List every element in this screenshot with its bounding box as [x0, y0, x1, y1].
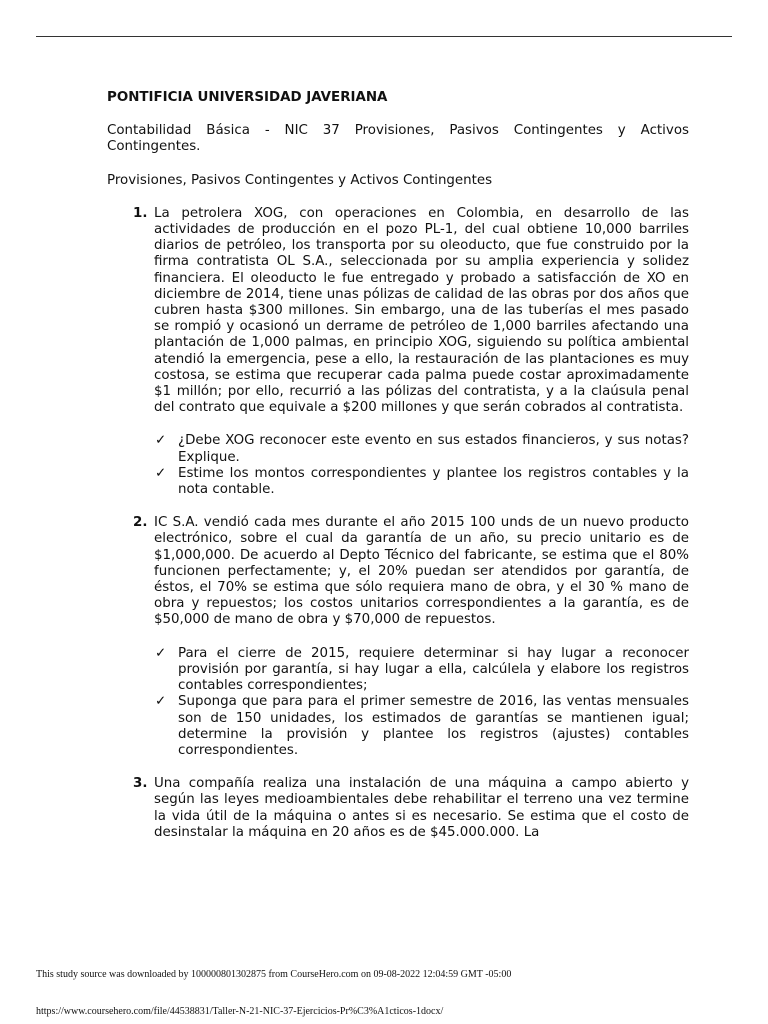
- question-item: ✓ Estime los montos correspondientes y plantee los registros contables y la nota contable.: [155, 465, 689, 498]
- exercise-number: 2.: [133, 515, 148, 531]
- header-rule: [36, 36, 732, 37]
- exercise-text: Una compañía realiza una instalación de una máquina a campo abierto y según las leyes medioambientales debe rehabilitar el terreno una vez termine la vida útil de la máquina o antes si es necesario. Se estima que el costo de desinstalar la máquina en 20 años es de $45.000.000. La: [154, 776, 689, 840]
- question-item: ✓ ¿Debe XOG reconocer este evento en sus estados financieros, y sus notas? Explique.: [155, 433, 689, 465]
- exercise-1: [107, 206, 689, 498]
- institution-title: PONTIFICIA UNIVERSIDAD JAVERIANA: [107, 90, 388, 105]
- exercise-number: 3.: [133, 776, 148, 792]
- topic-title: Provisiones, Pasivos Contingentes y Activos Contingentes: [107, 172, 493, 188]
- exercise-3: [107, 776, 689, 841]
- exercise-2: [107, 515, 689, 759]
- checkmark-icon: ✓: [155, 645, 167, 661]
- question-list: [154, 433, 689, 498]
- checkmark-icon: ✓: [155, 433, 167, 449]
- question-item: ✓ Suponga que para para el primer semestre de 2016, las ventas mensuales son de 150 unidades, los estimados de garantías se mantienen igual; determine la provisión y plantee los registros (ajustes) contables correspondientes.: [155, 694, 689, 758]
- exercise-number: 1.: [133, 205, 148, 221]
- checkmark-icon: ✓: [155, 694, 167, 710]
- exercise-text: La petrolera XOG, con operaciones en Colombia, en desarrollo de las actividades de producción en el pozo PL-1, del cual obtiene 10,000 barriles diarios de petróleo, los transporta por su oleoducto, que fue construido por la firma contratista OL S.A., seleccionada por su amplia experiencia y solidez financiera. El oleoducto le fue entregado y probado a satisfacción de XO en diciembre de 2014, tiene unas pólizas de calidad de las obras por dos años que cubren hasta $300 millones. Sin embargo, una de las tuberías el mes pasado se rompió y ocasionó un derrame de petróleo de 1,000 barriles afectando una plantación de 1,000 palmas, en principio XOG, siguiendo su política ambiental atendió la emergencia, pese a ello, la restauración de las plantaciones es muy costosa, se estima que recuperar cada palma puede costar aproximadamente $1 millón; por ello, recurrió a las pólizas del contratista, y a la claúsula penal del contrato que equivale a $200 millones y que serán cobrados al contratista.: [154, 205, 689, 416]
- question-list: [154, 646, 689, 759]
- checkmark-icon: ✓: [155, 465, 167, 481]
- exercise-text: IC S.A. vendió cada mes durante el año 2015 100 unds de un nuevo producto electrónico, sobre el cual da garantía de un año, su precio unitario es de $1,000,000. De acuerdo al Depto Técnico del fabricante, se estima que el 80% funcionen perfectamente; y, el 20% puedan ser atendidos por garantía, de éstos, el 70% se estima que sólo requiera mano de obra, y el 30 % mano de obra y repuestos; los costos unitarios correspondientes a la garantía, es de $50,000 de mano de obra y $70,000 de repuestos.: [154, 515, 689, 628]
- document-body: [107, 90, 689, 858]
- question-item: ✓ Para el cierre de 2015, requiere determinar si hay lugar a reconocer provisión por garantía, si hay lugar a ella, calcúlela y elabore los registros contables correspondientes;: [155, 645, 689, 694]
- download-notice: This study source was downloaded by 100000801302875 from CourseHero.com on 09-08-2022 12:04:59 GMT -05:00: [36, 969, 512, 980]
- course-title: Contabilidad Básica - NIC 37 Provisiones, Pasivos Contingentes y Activos Contingentes.: [107, 123, 689, 155]
- source-url-link[interactable]: https://www.coursehero.com/file/44538831/Taller-N-21-NIC-37-Ejercicios-Pr%C3%A1cticos-1docx/: [36, 1006, 444, 1017]
